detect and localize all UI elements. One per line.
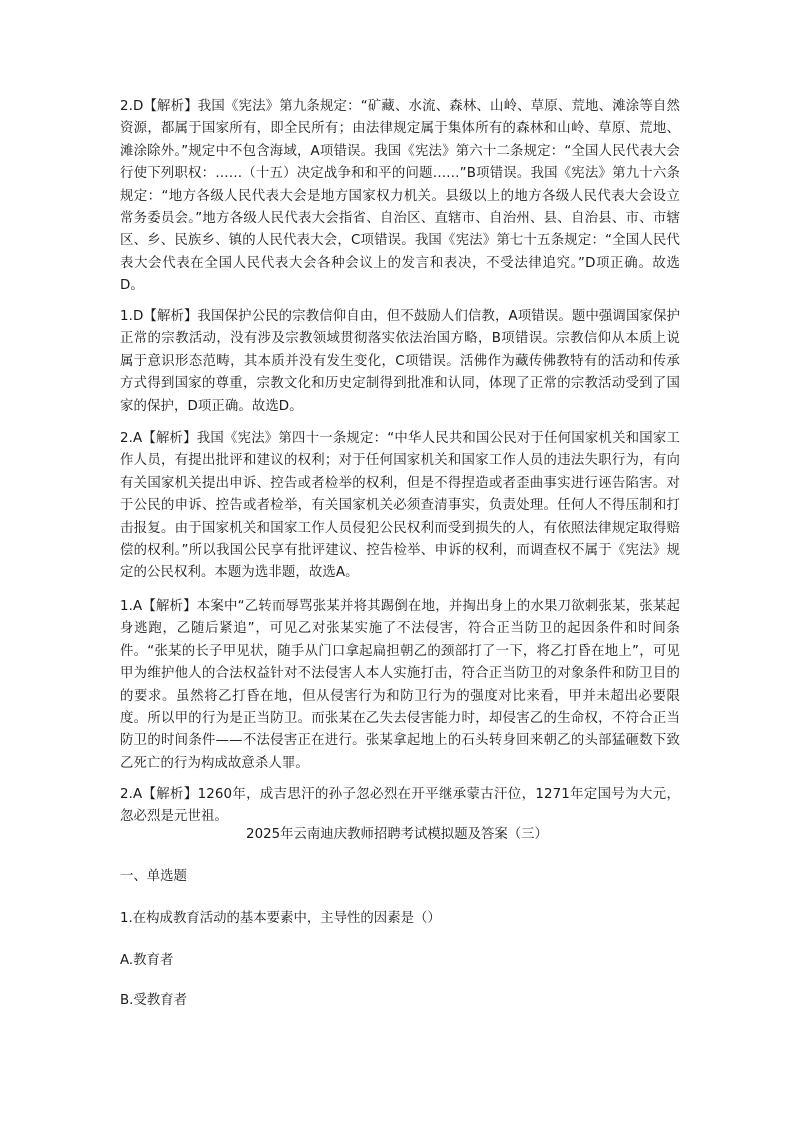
question-stem: 1.在构成教育活动的基本要素中，主导性的因素是（）: [120, 911, 441, 926]
section-heading: 一、单选题: [120, 869, 187, 884]
question-option-a: A.教育者: [120, 953, 174, 968]
analysis-paragraph-5: 2.A【解析】1260年，成吉思汗的孙子忽必烈在开平继承蒙古汗位，1271年定国号为大元，忽必烈是元世祖。: [120, 787, 680, 825]
exam-title: 2025年云南迪庆教师招聘考试模拟题及答案（三）: [246, 827, 548, 842]
analysis-paragraph-2: 1.D【解析】我国保护公民的宗教信仰自由，但不鼓励人们信教，A项错误。题中强调国家保护正常的宗教活动，没有涉及宗教领域贯彻落实依法治国方略，B项错误。宗教信仰从本质上说属于意识形态范畴，其本质并没有发生变化，C项错误。活佛作为藏传佛教特有的活动和传承方式得到国家的尊重，宗教文化和历史定制得到批准和认同，体现了正常的宗教活动受到了国家的保护，D项正确。故选D。: [120, 309, 680, 414]
analysis-paragraph-3: 2.A【解析】我国《宪法》第四十一条规定：“中华人民共和国公民对于任何国家机关和国家工作人员，有提出批评和建议的权利；对于任何国家机关和国家工作人员的违法失职行为，有向有关国家机关提出申诉、控告或者检举的权利，但是不得捏造或者歪曲事实进行诬告陷害。对于公民的申诉、控告或者检举，有关国家机关必须查清事实，负责处理。任何人不得压制和打击报复。由于国家机关和国家工作人员侵犯公民权利而受到损失的人，有依照法律规定取得赔偿的权利。”所以我国公民享有批评建议、控告检举、申诉的权利，而调查权不属于《宪法》规定的公民权利。本题为选非题，故选A。: [120, 431, 680, 581]
analysis-paragraph-1: 2.D【解析】我国《宪法》第九条规定：“矿藏、水流、森林、山岭、草原、荒地、滩涂等自然资源，都属于国家所有，即全民所有；由法律规定属于集体所有的森林和山岭、草原、荒地、滩涂除外。”规定中不包含海域，A项错误。我国《宪法》第六十二条规定：“全国人民代表大会行使下列职权：……（十五）决定战争和和平的问题……”B项错误。我国《宪法》第九十六条规定：“地方各级人民代表大会是地方国家权力机关。县级以上的地方各级人民代表大会设立常务委员会。”地方各级人民代表大会指省、自治区、直辖市、自治州、县、自治县、市、市辖区、乡、民族乡、镇的人民代表大会，C项错误。我国《宪法》第七十五条规定：“全国人民代表大会代表在全国人民代表大会各种会议上的发言和表决，不受法律追究。”D项正确。故选D。: [120, 99, 680, 294]
analysis-paragraph-4: 1.A【解析】本案中“乙转而辱骂张某并将其踢倒在地，并掏出身上的水果刀欲刺张某，张某起身逃跑，乙随后紧追”，可见乙对张某实施了不法侵害，符合正当防卫的起因条件和时间条件。“张某的长子甲见状，随手从门口拿起扁担朝乙的颈部打了一下，将乙打昏在地上”，可见甲为维护他人的合法权益针对不法侵害人本人实施打击，符合正当防卫的对象条件和防卫目的的要求。虽然将乙打昏在地，但从侵害行为和防卫行为的强度对比来看，甲并未超出必要限度。所以甲的行为是正当防卫。而张某在乙失去侵害能力时，却侵害乙的生命权，不符合正当防卫的时间条件——不法侵害正在进行。张某拿起地上的石头转身回来朝乙的头部猛砸数下致乙死亡的行为构成故意杀人罪。: [120, 599, 680, 771]
question-option-b: B.受教育者: [120, 993, 188, 1008]
